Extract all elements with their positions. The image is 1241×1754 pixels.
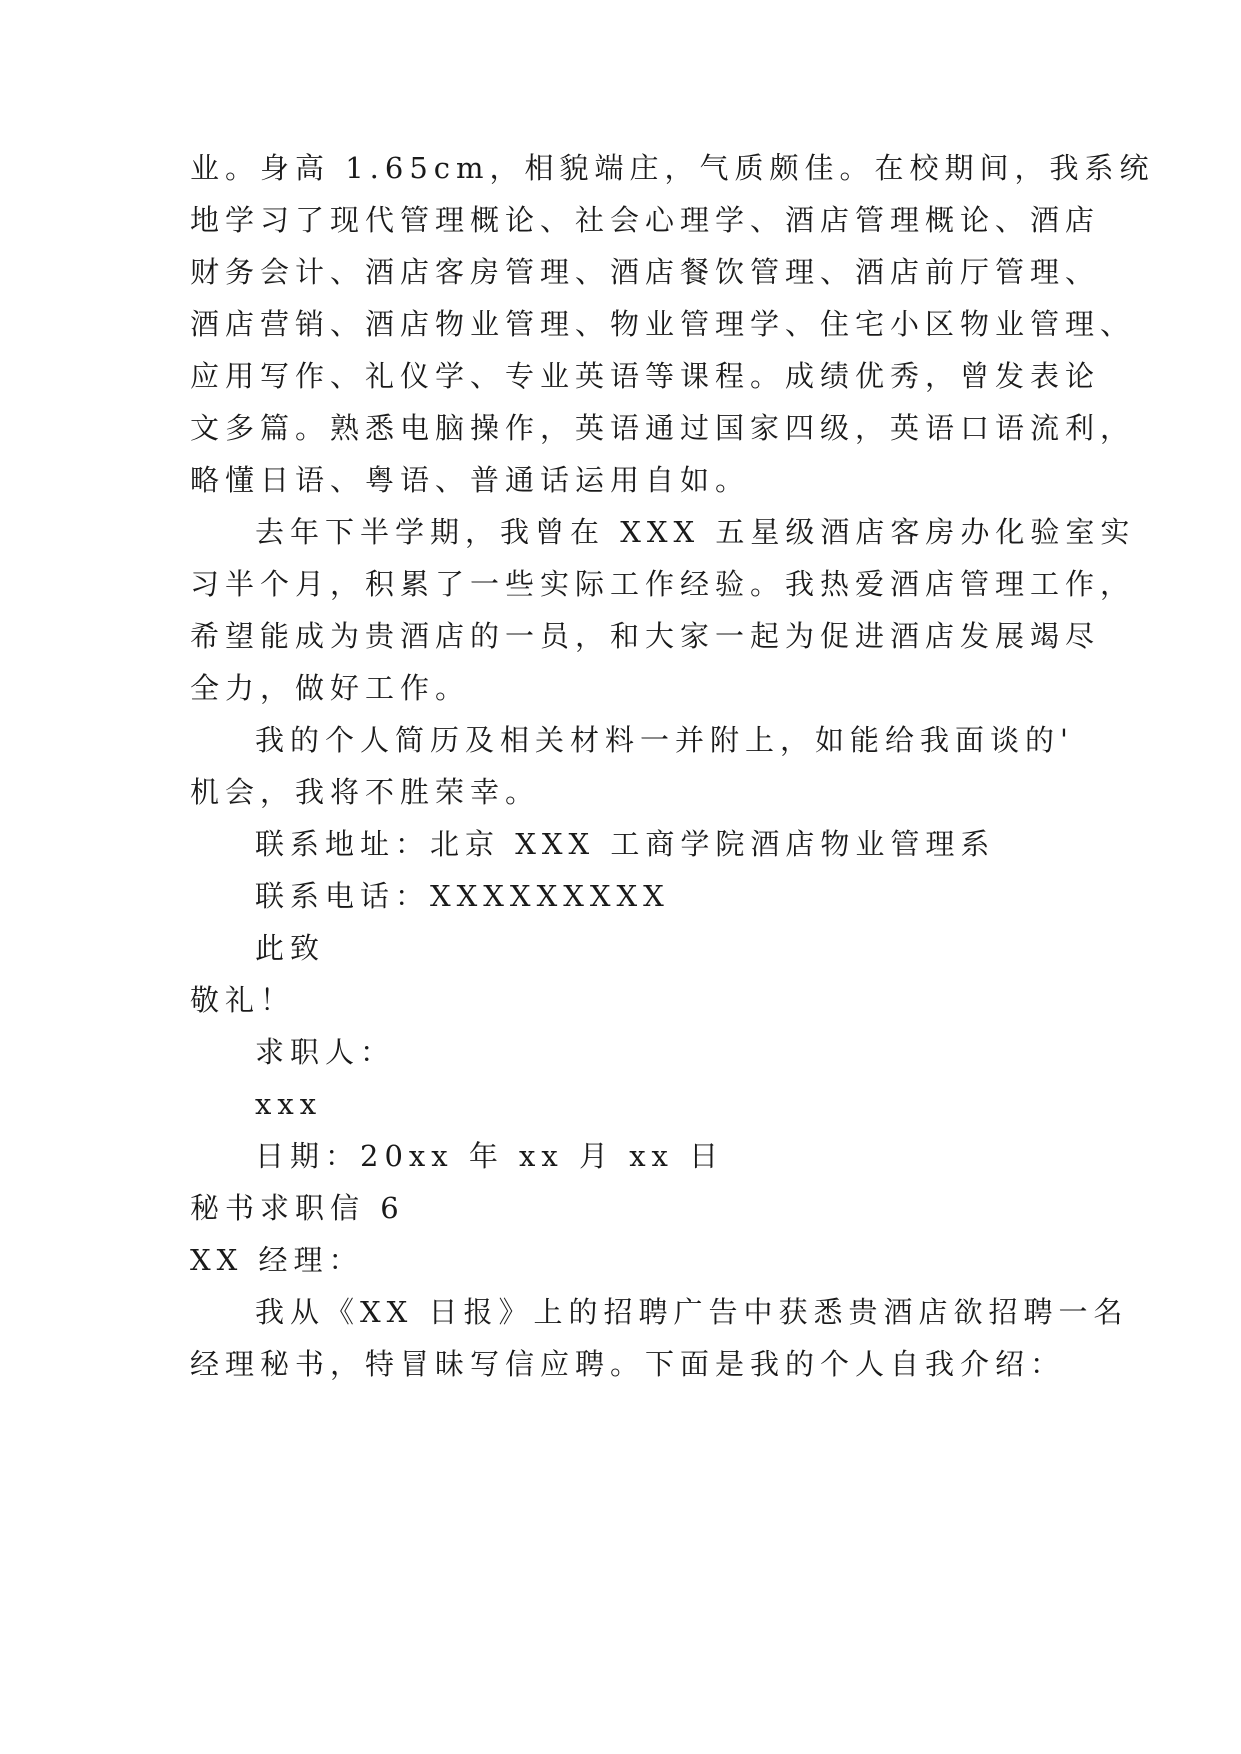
salutation: 敬礼！: [190, 983, 296, 1017]
body-line: 经理秘书，特冒昧写信应聘。下面是我的个人自我介绍：: [190, 1347, 1066, 1381]
body-line: 财务会计、酒店客房管理、酒店餐饮管理、酒店前厅管理、: [190, 255, 1101, 289]
contact-address: 联系地址：北京 XXX 工商学院酒店物业管理系: [255, 827, 996, 861]
body-line: 略懂日语、粤语、普通话运用自如。: [190, 463, 751, 497]
applicant-label: 求职人：: [255, 1035, 396, 1069]
date-line: 日期：20xx 年 xx 月 xx 日: [255, 1139, 725, 1173]
body-line: 习半个月，积累了一些实际工作经验。我热爱酒店管理工作，: [190, 567, 1136, 601]
body-line: 文多篇。熟悉电脑操作，英语通过国家四级，英语口语流利，: [190, 411, 1136, 445]
paragraph-start: 我从《XX 日报》上的招聘广告中获悉贵酒店欲招聘一名: [255, 1295, 1129, 1329]
addressee: XX 经理：: [190, 1243, 364, 1277]
body-line: 业。身高 1.65cm，相貌端庄，气质颇佳。在校期间，我系统: [190, 151, 1155, 185]
paragraph-start: 去年下半学期，我曾在 XXX 五星级酒店客房办化验室实: [255, 515, 1136, 549]
contact-phone: 联系电话：XXXXXXXXX: [255, 879, 670, 913]
body-line: 全力，做好工作。: [190, 671, 471, 705]
section-title: 秘书求职信 6: [190, 1191, 405, 1225]
closing: 此致: [255, 931, 326, 965]
body-line: 希望能成为贵酒店的一员，和大家一起为促进酒店发展竭尽: [190, 619, 1101, 653]
body-line: 机会，我将不胜荣幸。: [190, 775, 541, 809]
body-line: 地学习了现代管理概论、社会心理学、酒店管理概论、酒店: [190, 203, 1101, 237]
applicant-name: xxx: [255, 1087, 323, 1121]
body-line: 酒店营销、酒店物业管理、物业管理学、住宅小区物业管理、: [190, 307, 1136, 341]
paragraph-start: 我的个人简历及相关材料一并附上，如能给我面谈的': [255, 723, 1074, 757]
body-line: 应用写作、礼仪学、专业英语等课程。成绩优秀，曾发表论: [190, 359, 1101, 393]
